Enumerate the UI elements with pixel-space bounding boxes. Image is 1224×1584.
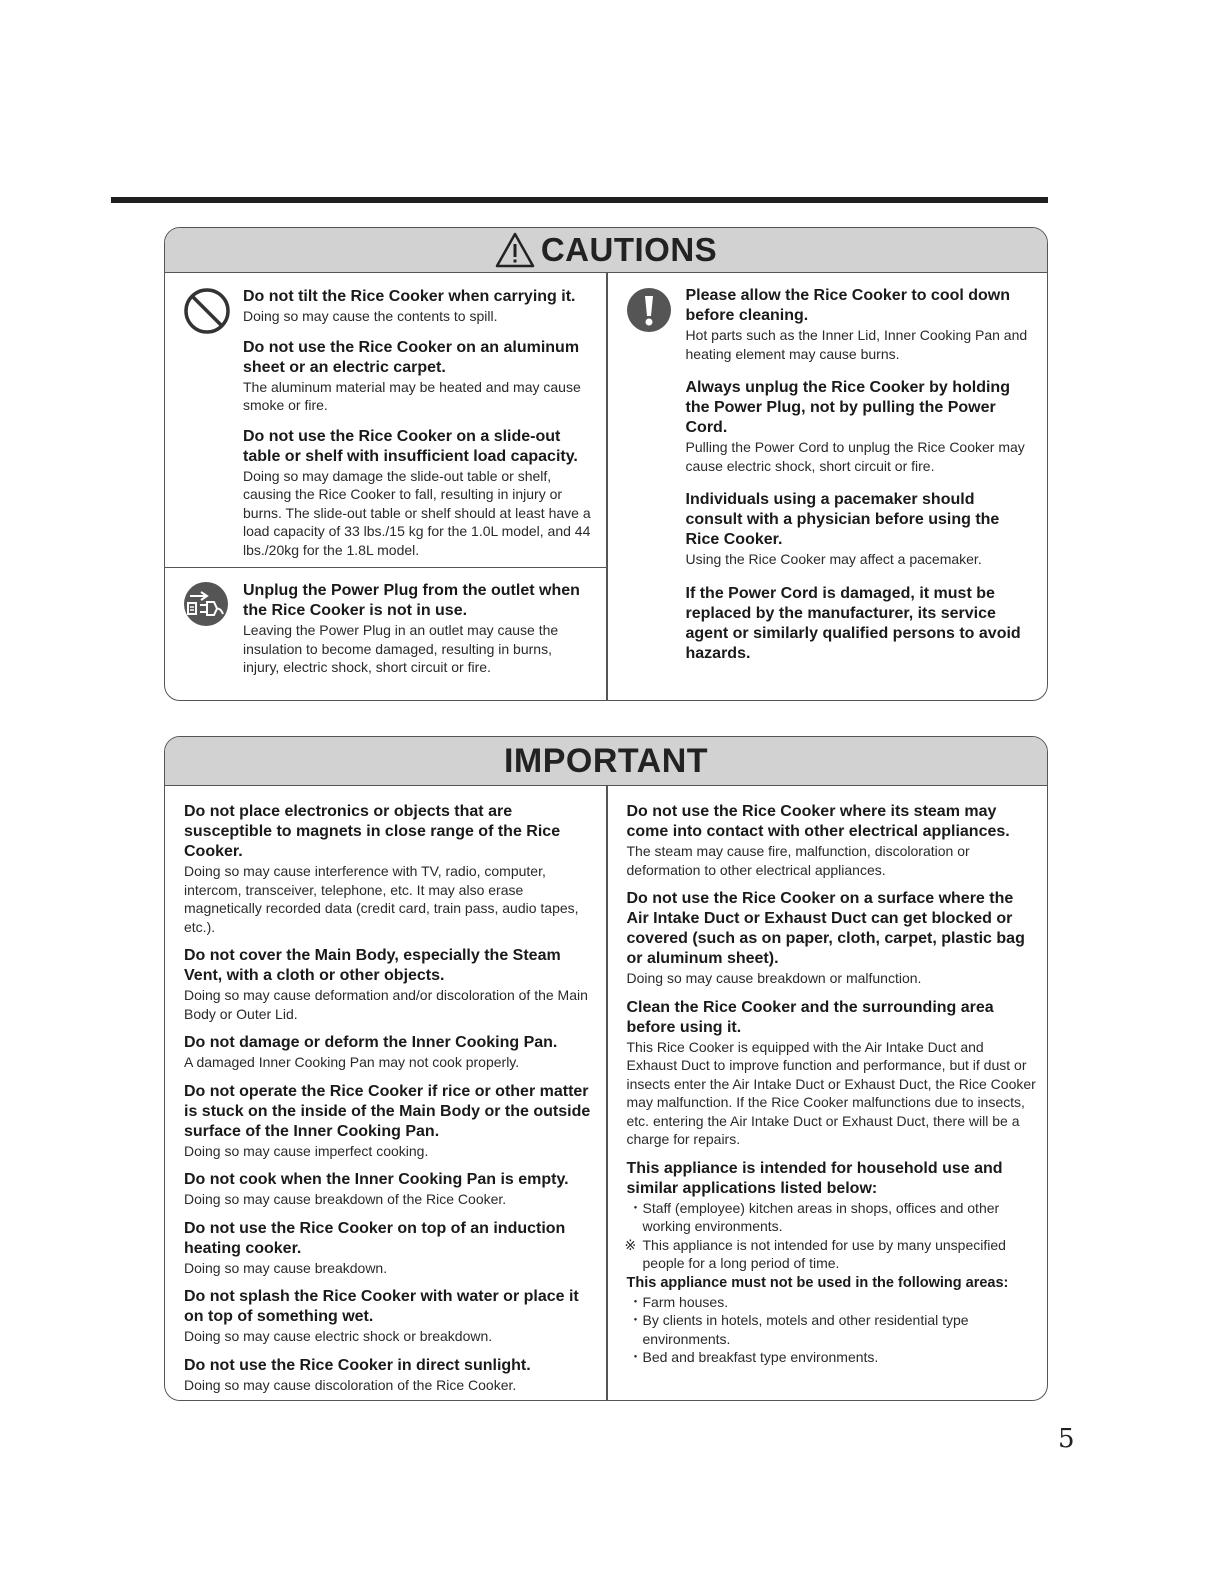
important-title: IMPORTANT [503, 741, 709, 780]
important-item [184, 946, 592, 1023]
important-heading: Do not splash the Rice Cooker with water or place it on top of something wet. [184, 1288, 579, 1325]
caution-text: Doing so may cause the contents to spill. [243, 308, 498, 324]
caution-item [686, 490, 1030, 569]
caution-text: Pulling the Power Cord to unplug the Rice Cooker may cause electric shock, short circuit or fire. [685, 439, 1025, 474]
caution-item [243, 427, 592, 560]
important-text: Doing so may cause discoloration of the Rice Cooker. [184, 1376, 517, 1393]
important-item [184, 1170, 592, 1209]
important-text: Doing so may cause breakdown of the Rice Cooker. [184, 1191, 507, 1207]
important-item [627, 802, 1038, 879]
important-heading: Do not use the Rice Cooker in direct sunlight. [184, 1356, 531, 1374]
important-header [165, 737, 1047, 786]
important-heading: Do not place electronics or objects that are susceptible to magnets in close range of the Rice Cooker. [184, 803, 561, 860]
important-text: Doing so may cause imperfect cooking. [184, 1142, 429, 1159]
caution-text: Using the Rice Cooker may affect a pacemaker. [685, 551, 982, 567]
important-item [184, 1287, 592, 1346]
important-item [184, 1356, 592, 1395]
warning-triangle-icon [495, 232, 535, 268]
important-heading: Do not use the Rice Cooker on top of an induction heating cooker. [184, 1219, 566, 1257]
caution-item [686, 286, 1030, 363]
important-text: Doing so may cause breakdown or malfunction. [626, 970, 922, 986]
caution-item [243, 338, 592, 415]
caution-text: Doing so may damage the slide-out table or shelf, causing the Rice Cooker to fall, resulting in injury or burns. The slide-out table or shelf should at least have a load capacity of 33 lbs./15 kg for the 1.0L model, and 44 lbs./20kg for the 1.8L model. [243, 467, 591, 558]
caution-text: The aluminum material may be heated and may cause smoke or fire. [243, 378, 581, 413]
caution-item [243, 287, 592, 326]
unplug-icon [183, 581, 229, 627]
cautions-unplug-group [165, 568, 606, 677]
cautions-panel [164, 227, 1048, 701]
caution-heading: Do not tilt the Rice Cooker when carrying it. [243, 288, 576, 305]
important-text: Doing so may cause interference with TV, radio, computer, intercom, transceiver, telephone, etc. It may also erase magnetically recorded data (credit card, train pass, audio tapes, etc.). [184, 863, 579, 935]
important-text: A damaged Inner Cooking Pan may not cook properly. [184, 1054, 520, 1070]
important-panel [164, 736, 1048, 1401]
excluded-area-item: ・ Farm houses. [628, 1293, 729, 1310]
important-item [627, 889, 1038, 988]
caution-heading: Do not use the Rice Cooker on an aluminum sheet or an electric carpet. [243, 338, 580, 376]
important-heading: Do not operate the Rice Cooker if rice or other matter is stuck on the inside of the Main Body or the outside surface of the Inner Cooking Pan. [184, 1082, 591, 1140]
important-text: This Rice Cooker is equipped with the Air Intake Duct and Exhaust Duct to improve function and performance, but if dust or insects enter the Air Intake Duct or Exhaust Duct, the Rice Cooker may malfunction. If the Rice Cooker malfunctions due to insects, etc. entering the Air Intake Duct or Exhaust Duct, there will be a charge for repairs. [626, 1038, 1036, 1147]
caution-item [686, 378, 1030, 475]
important-heading: Clean the Rice Cooker and the surrounding area before using it. [626, 998, 994, 1036]
cautions-header [165, 228, 1047, 273]
important-text: Doing so may cause breakdown. [184, 1259, 388, 1276]
caution-heading: Individuals using a pacemaker should consult with a physician before using the Rice Cooker. [685, 491, 1000, 548]
household-bullet: ・ Staff (employee) kitchen areas in shops, offices and other working environments. [628, 1199, 1000, 1234]
caution-heading: If the Power Cord is damaged, it must be replaced by the manufacturer, its service agent or similarly qualified persons to avoid hazards. [685, 584, 1021, 662]
prohibited-icon [183, 287, 231, 335]
caution-text: Hot parts such as the Inner Lid, Inner Cooking Pan and heating element may cause burns. [685, 327, 1028, 362]
caution-item [686, 584, 1030, 664]
cautions-title: CAUTIONS [540, 231, 718, 268]
excluded-area-item: ・ By clients in hotels, motels and other residential type environments. [628, 1312, 969, 1347]
excluded-area-item: ・ Bed and breakfast type environments. [628, 1349, 879, 1365]
household-use-section [624, 1159, 1038, 1367]
caution-heading: Unplug the Power Plug from the outlet when the Rice Cooker is not in use. [243, 582, 580, 619]
household-heading: This appliance is intended for household use and similar applications listed below: [626, 1159, 1003, 1197]
important-item [184, 1082, 592, 1161]
exclamation-icon [626, 287, 672, 333]
important-heading: Do not cover the Main Body, especially the Steam Vent, with a cloth or other objects. [184, 947, 561, 984]
top-rule [111, 197, 1048, 203]
household-subheading: This appliance must not be used in the following areas: [626, 1274, 1009, 1291]
important-text: Doing so may cause deformation and/or discoloration of the Main Body or Outer Lid. [184, 987, 588, 1022]
important-heading: Do not cook when the Inner Cooking Pan is empty. [184, 1171, 569, 1188]
caution-heading: Please allow the Rice Cooker to cool down before cleaning. [685, 287, 1011, 324]
caution-heading: Do not use the Rice Cooker on a slide-out table or shelf with insufficient load capacity. [243, 427, 578, 465]
household-note: ※ This appliance is not intended for use by many unspecified people for a long period of time. [624, 1236, 1006, 1271]
important-item [184, 1219, 592, 1278]
important-item [627, 998, 1038, 1149]
page-number: 5 [1058, 1424, 1075, 1454]
cautions-prohibited-group [165, 273, 606, 568]
important-item [184, 1033, 592, 1072]
caution-text: Leaving the Power Plug in an outlet may cause the insulation to become damaged, resulting in burns, injury, electric shock, short circuit or fire. [243, 622, 559, 675]
cautions-mandatory-group [608, 273, 1048, 701]
important-item [184, 802, 592, 936]
important-right-column [608, 786, 1048, 1401]
important-heading: Do not use the Rice Cooker where its steam may come into contact with other electrical appliances. [626, 803, 1010, 840]
important-heading: Do not use the Rice Cooker on a surface where the Air Intake Duct or Exhaust Duct can get blocked or covered (such as on paper, cloth, carpet, plastic bag or aluminum sheet). [626, 890, 1025, 967]
important-left-column [165, 786, 606, 1401]
caution-item [243, 581, 592, 677]
important-text: Doing so may cause electric shock or breakdown. [184, 1328, 493, 1344]
important-heading: Do not damage or deform the Inner Cooking Pan. [184, 1034, 558, 1051]
important-text: The steam may cause fire, malfunction, discoloration or deformation to other electrical appliances. [626, 843, 970, 878]
caution-heading: Always unplug the Rice Cooker by holding the Power Plug, not by pulling the Power Cord. [685, 379, 1010, 436]
